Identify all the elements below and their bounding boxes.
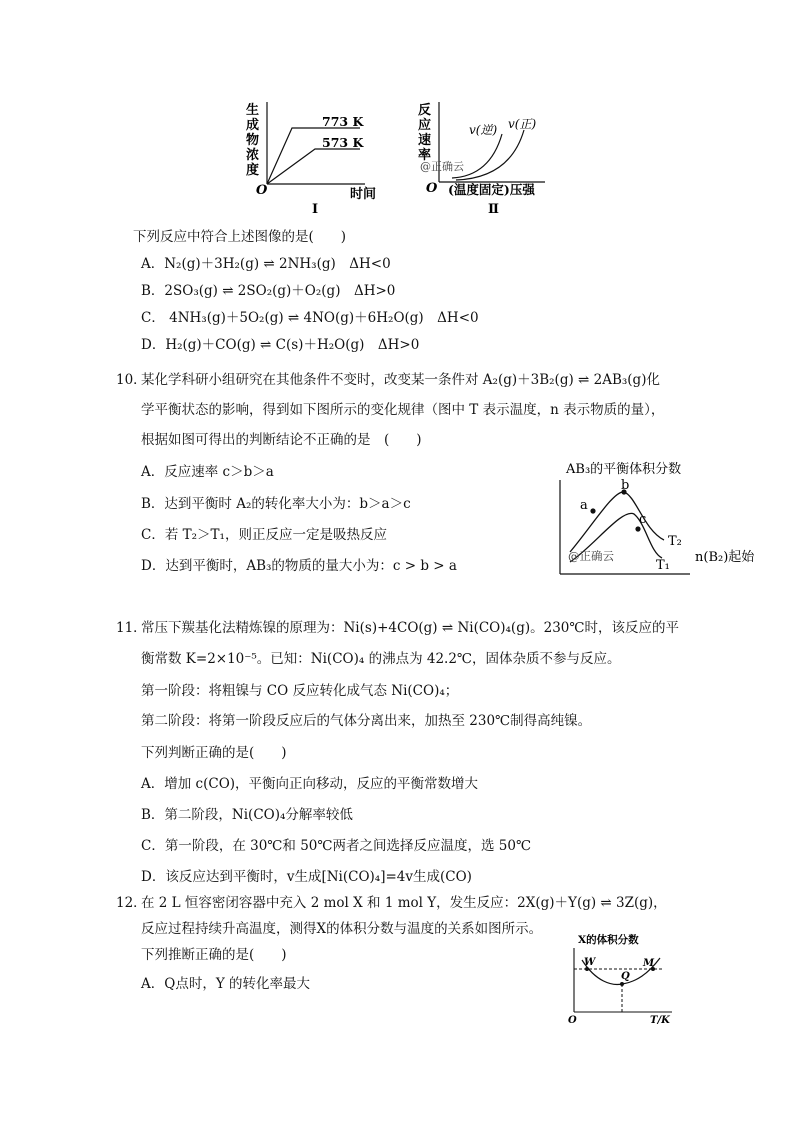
q10-fig-watermark: @正确云: [568, 549, 614, 563]
fig2-ylabel-char: 反: [418, 103, 432, 118]
q9-stem: 下列反应中符合上述图像的是( ): [133, 229, 347, 245]
q11-line-2: 衡常数 K=2×10⁻⁵。已知：Ni(CO)₄ 的沸点为 42.2℃，固体杂质不参与反应。: [141, 651, 621, 667]
fig1-label-773: 773 K: [322, 114, 364, 129]
fig1-ylabel-char: 度: [246, 163, 260, 178]
q10-fig-label-t2: T₂: [668, 534, 682, 549]
fig2-ylabel-char: 率: [418, 148, 432, 163]
q11-line-1: 常压下羰基化法精炼镍的原理为：Ni(s)+4CO(g) ⇌ Ni(CO)₄(g)。230℃时，该反应的平: [141, 620, 679, 636]
q10-fig-point-c: [635, 526, 640, 531]
q12-fig-label-q: Q: [621, 971, 630, 982]
fig1-caption: Ⅰ: [312, 202, 319, 217]
q11-stem: 下列判断正确的是( ): [141, 745, 287, 761]
fig2-xlabel: (温度固定)压强: [448, 182, 535, 197]
q11-option-d: D．该反应达到平衡时，v生成[Ni(CO)₄]=4v生成(CO): [141, 869, 472, 885]
q11-option-b: B．第二阶段，Ni(CO)₄分解率较低: [141, 807, 353, 823]
fig2-label-vrev: v(逆): [469, 123, 498, 137]
q9-option-c: C． 4NH₃(g)＋5O₂(g) ⇌ 4NO(g)＋6H₂O(g) ΔH<0: [141, 310, 479, 326]
q10-fig-xlabel: n(B₂)起始: [695, 550, 755, 565]
q12-option-a: A．Q点时，Y 的转化率最大: [141, 976, 311, 992]
q10-number: 10．: [116, 372, 147, 388]
fig1-origin: O: [256, 183, 268, 198]
fig2-caption: Ⅱ: [488, 202, 499, 217]
q10-figure: [552, 456, 762, 580]
fig1-label-573: 573 K: [322, 135, 364, 150]
fig1-ylabel-char: 成: [246, 118, 260, 133]
fig1-ylabel-char: 物: [246, 133, 260, 148]
figure-2: [412, 98, 552, 218]
fig1-ylabel-char: 浓: [246, 148, 260, 163]
q10-line-2: 学平衡状态的影响，得到如下图所示的变化规律（图中 T 表示温度，n 表示物质的量），: [141, 402, 665, 418]
q12-fig-label-m: M: [643, 958, 655, 969]
q10-fig-label-t1: T₁: [656, 558, 670, 573]
q12-line-2: 反应过程持续升高温度，测得X的体积分数与温度的关系如图所示。: [141, 921, 543, 937]
q12-stem: 下列推断正确的是( ): [141, 947, 287, 963]
fig1-ylabel-char: 生: [246, 103, 260, 118]
figure-1: [240, 98, 390, 218]
q12-fig-label-w: W: [584, 957, 596, 968]
fig2-curve-vfwd: [456, 130, 524, 180]
q9-option-d: D．H₂(g)＋CO(g) ⇌ C(s)＋H₂O(g) ΔH>0: [141, 337, 420, 353]
q10-fig-point-a: [590, 508, 595, 513]
fig2-ylabel: [418, 102, 431, 163]
fig1-xlabel: 时间: [350, 187, 377, 202]
q10-option-c: C．若 T₂＞T₁，则正反应一定是吸热反应: [141, 527, 387, 543]
fig1-curve-573: [267, 149, 360, 184]
q12-figure: [562, 930, 682, 1028]
q9-option-a: A．N₂(g)＋3H₂(g) ⇌ 2NH₃(g) ΔH<0: [141, 256, 391, 272]
q10-line-1: 某化学科研小组研究在其他条件不变时，改变某一条件对 A₂(g)＋3B₂(g) ⇌ 2AB₃(g)化: [141, 372, 660, 388]
q12-fig-point-q: [620, 982, 624, 986]
fig2-label-vfwd: v(正): [508, 117, 537, 131]
q12-fig-ylabel: X的体积分数: [578, 934, 639, 946]
q10-option-a: A．反应速率 c＞b＞a: [141, 464, 274, 480]
q11-option-a: A．增加 c(CO)，平衡向正向移动，反应的平衡常数增大: [141, 776, 479, 792]
q10-fig-label-b: b: [621, 478, 630, 493]
q12-number: 12．: [116, 895, 147, 911]
fig2-origin: O: [426, 181, 438, 196]
q11-line-4: 第二阶段：将第一阶段反应后的气体分离出来，加热至 230℃制得高纯镍。: [141, 713, 592, 729]
q10-fig-ylabel: AB₃的平衡体积分数: [566, 462, 682, 477]
fig2-ylabel-char: 速: [418, 133, 432, 148]
q12-fig-xlabel: T/K: [650, 1015, 670, 1026]
q12-line-1: 在 2 L 恒容密闭容器中充入 2 mol X 和 1 mol Y，发生反应：2X(g)＋Y(g) ⇌ 3Z(g)，: [141, 895, 667, 911]
q10-option-b: B．达到平衡时 A₂的转化率大小为：b＞a＞c: [141, 496, 411, 512]
q11-number: 11．: [116, 620, 147, 636]
q10-option-d: D．达到平衡时，AB₃的物质的量大小为：c > b > a: [141, 558, 457, 574]
q12-fig-origin: O: [568, 1015, 577, 1026]
q9-option-b: B．2SO₃(g) ⇌ 2SO₂(g)＋O₂(g) ΔH>0: [141, 283, 396, 299]
fig1-ylabel: [246, 102, 259, 178]
q10-fig-label-c: c: [639, 512, 647, 527]
q10-fig-label-a: a: [580, 498, 588, 513]
fig2-ylabel-char: 应: [418, 118, 432, 133]
q10-line-3: 根据如图可得出的判断结论不正确的是 ( ): [141, 432, 422, 448]
q11-option-c: C．第一阶段，在 30℃和 50℃两者之间选择反应温度，选 50℃: [141, 838, 532, 854]
fig2-watermark: @正确云: [420, 160, 464, 173]
q11-line-3: 第一阶段：将粗镍与 CO 反应转化成气态 Ni(CO)₄；: [141, 683, 459, 699]
